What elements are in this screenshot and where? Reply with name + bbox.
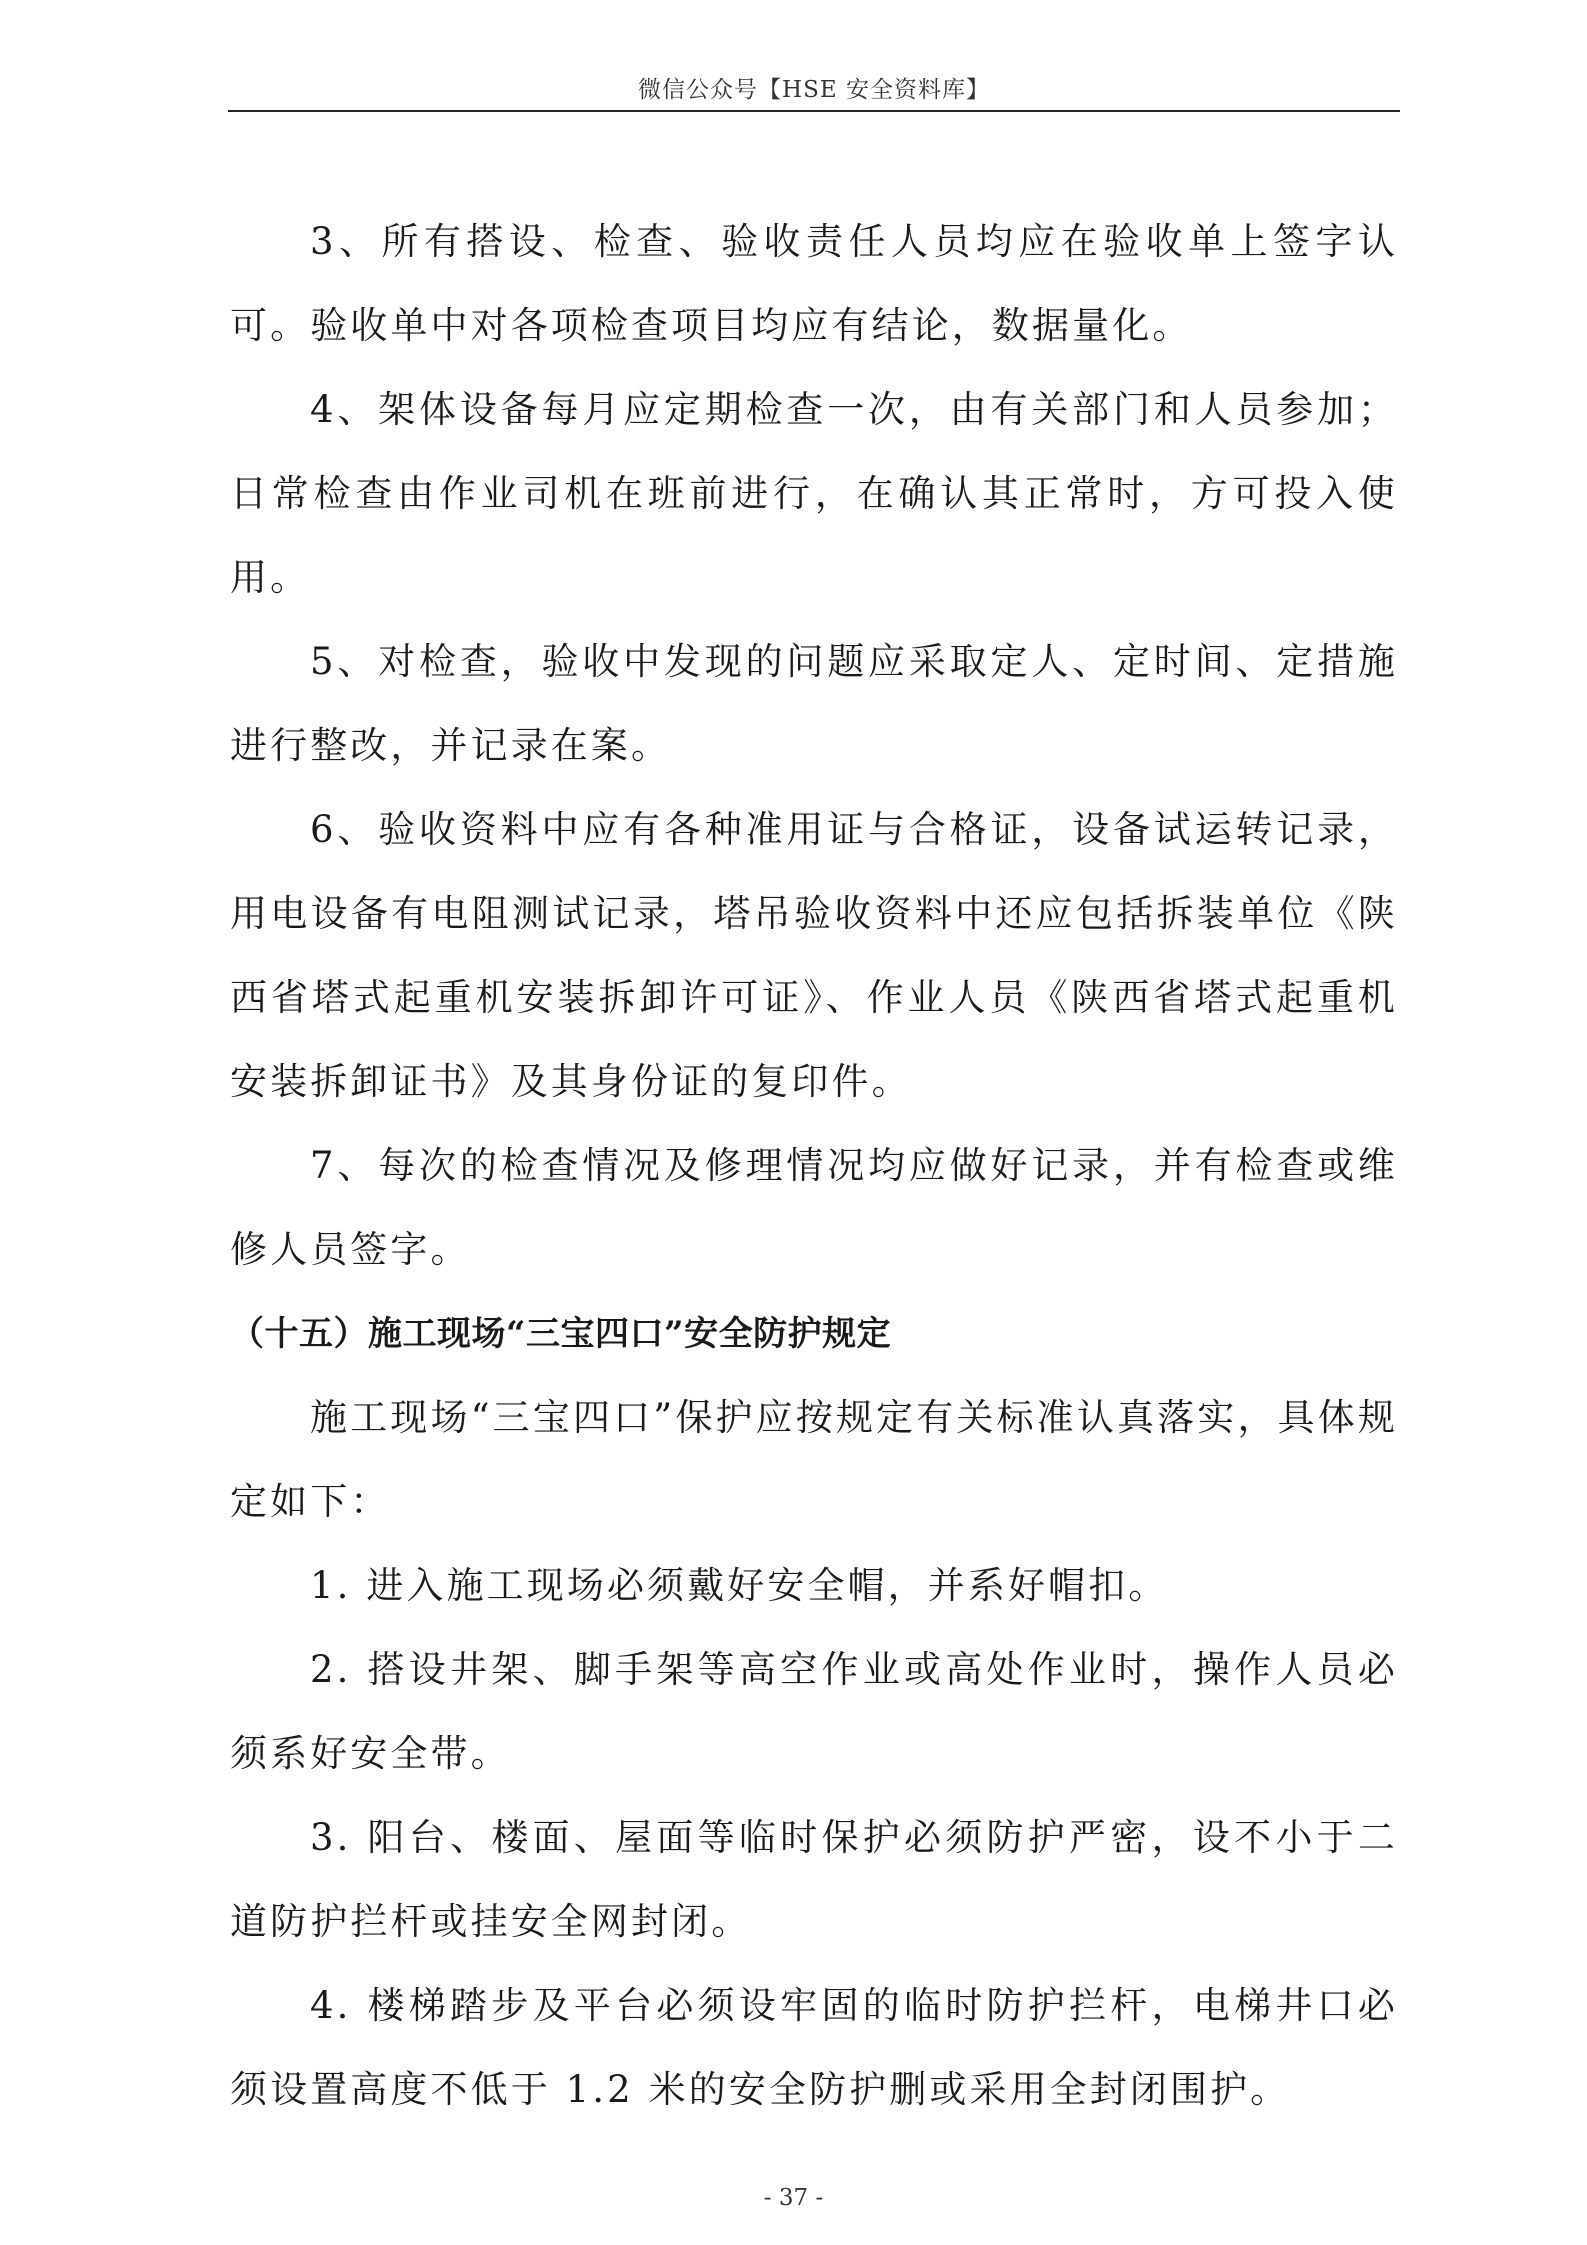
paragraph-item-3: 3、所有搭设、检查、验收责任人员均应在验收单上签字认可。验收单中对各项检查项目均应有结论，数据量化。 [230,220,1398,347]
section-item-2: 2. 搭设井架、脚手架等高空作业或高处作业时，操作人员必须系好安全带。 [230,1648,1398,1775]
section-item-3: 3. 阳台、楼面、屋面等临时保护必须防护严密，设不小于二道防护拦杆或挂安全网封闭。 [230,1816,1398,1943]
paragraph-item-7: 7、每次的检查情况及修理情况均应做好记录，并有检查或维修人员签字。 [230,1144,1398,1271]
paragraph-item-6: 6、验收资料中应有各种准用证与合格证，设备试运转记录，用电设备有电阻测试记录，塔吊验收资料中还应包括拆装单位《陕西省塔式起重机安装拆卸许可证》、作业人员《陕西省塔式起重机安装拆卸证书》及其身份证的复印件。 [230,808,1398,1103]
page-number: - 37 - [763,2185,824,2211]
section-intro: 施工现场“三宝四口”保护应按规定有关标准认真落实，具体规定如下： [230,1396,1398,1523]
page-header: 微信公众号【HSE 安全资料库】 [638,77,990,103]
paragraph-item-4: 4、架体设备每月应定期检查一次，由有关部门和人员参加；日常检查由作业司机在班前进行，在确认其正常时，方可投入使用。 [230,388,1398,599]
section-item-4: 4. 楼梯踏步及平台必须设牢固的临时防护拦杆，电梯井口必须设置高度不低于 1.2 米的安全防护删或采用全封闭围护。 [230,1984,1398,2111]
header-divider [228,110,1400,112]
paragraph-item-5: 5、对检查，验收中发现的问题应采取定人、定时间、定措施进行整改，并记录在案。 [230,640,1398,767]
section-heading: （十五）施工现场“三宝四口”安全防护规定 [230,1314,892,1354]
page-body [230,200,1398,2132]
section-item-1: 1. 进入施工现场必须戴好安全帽，并系好帽扣。 [310,1564,1169,1607]
